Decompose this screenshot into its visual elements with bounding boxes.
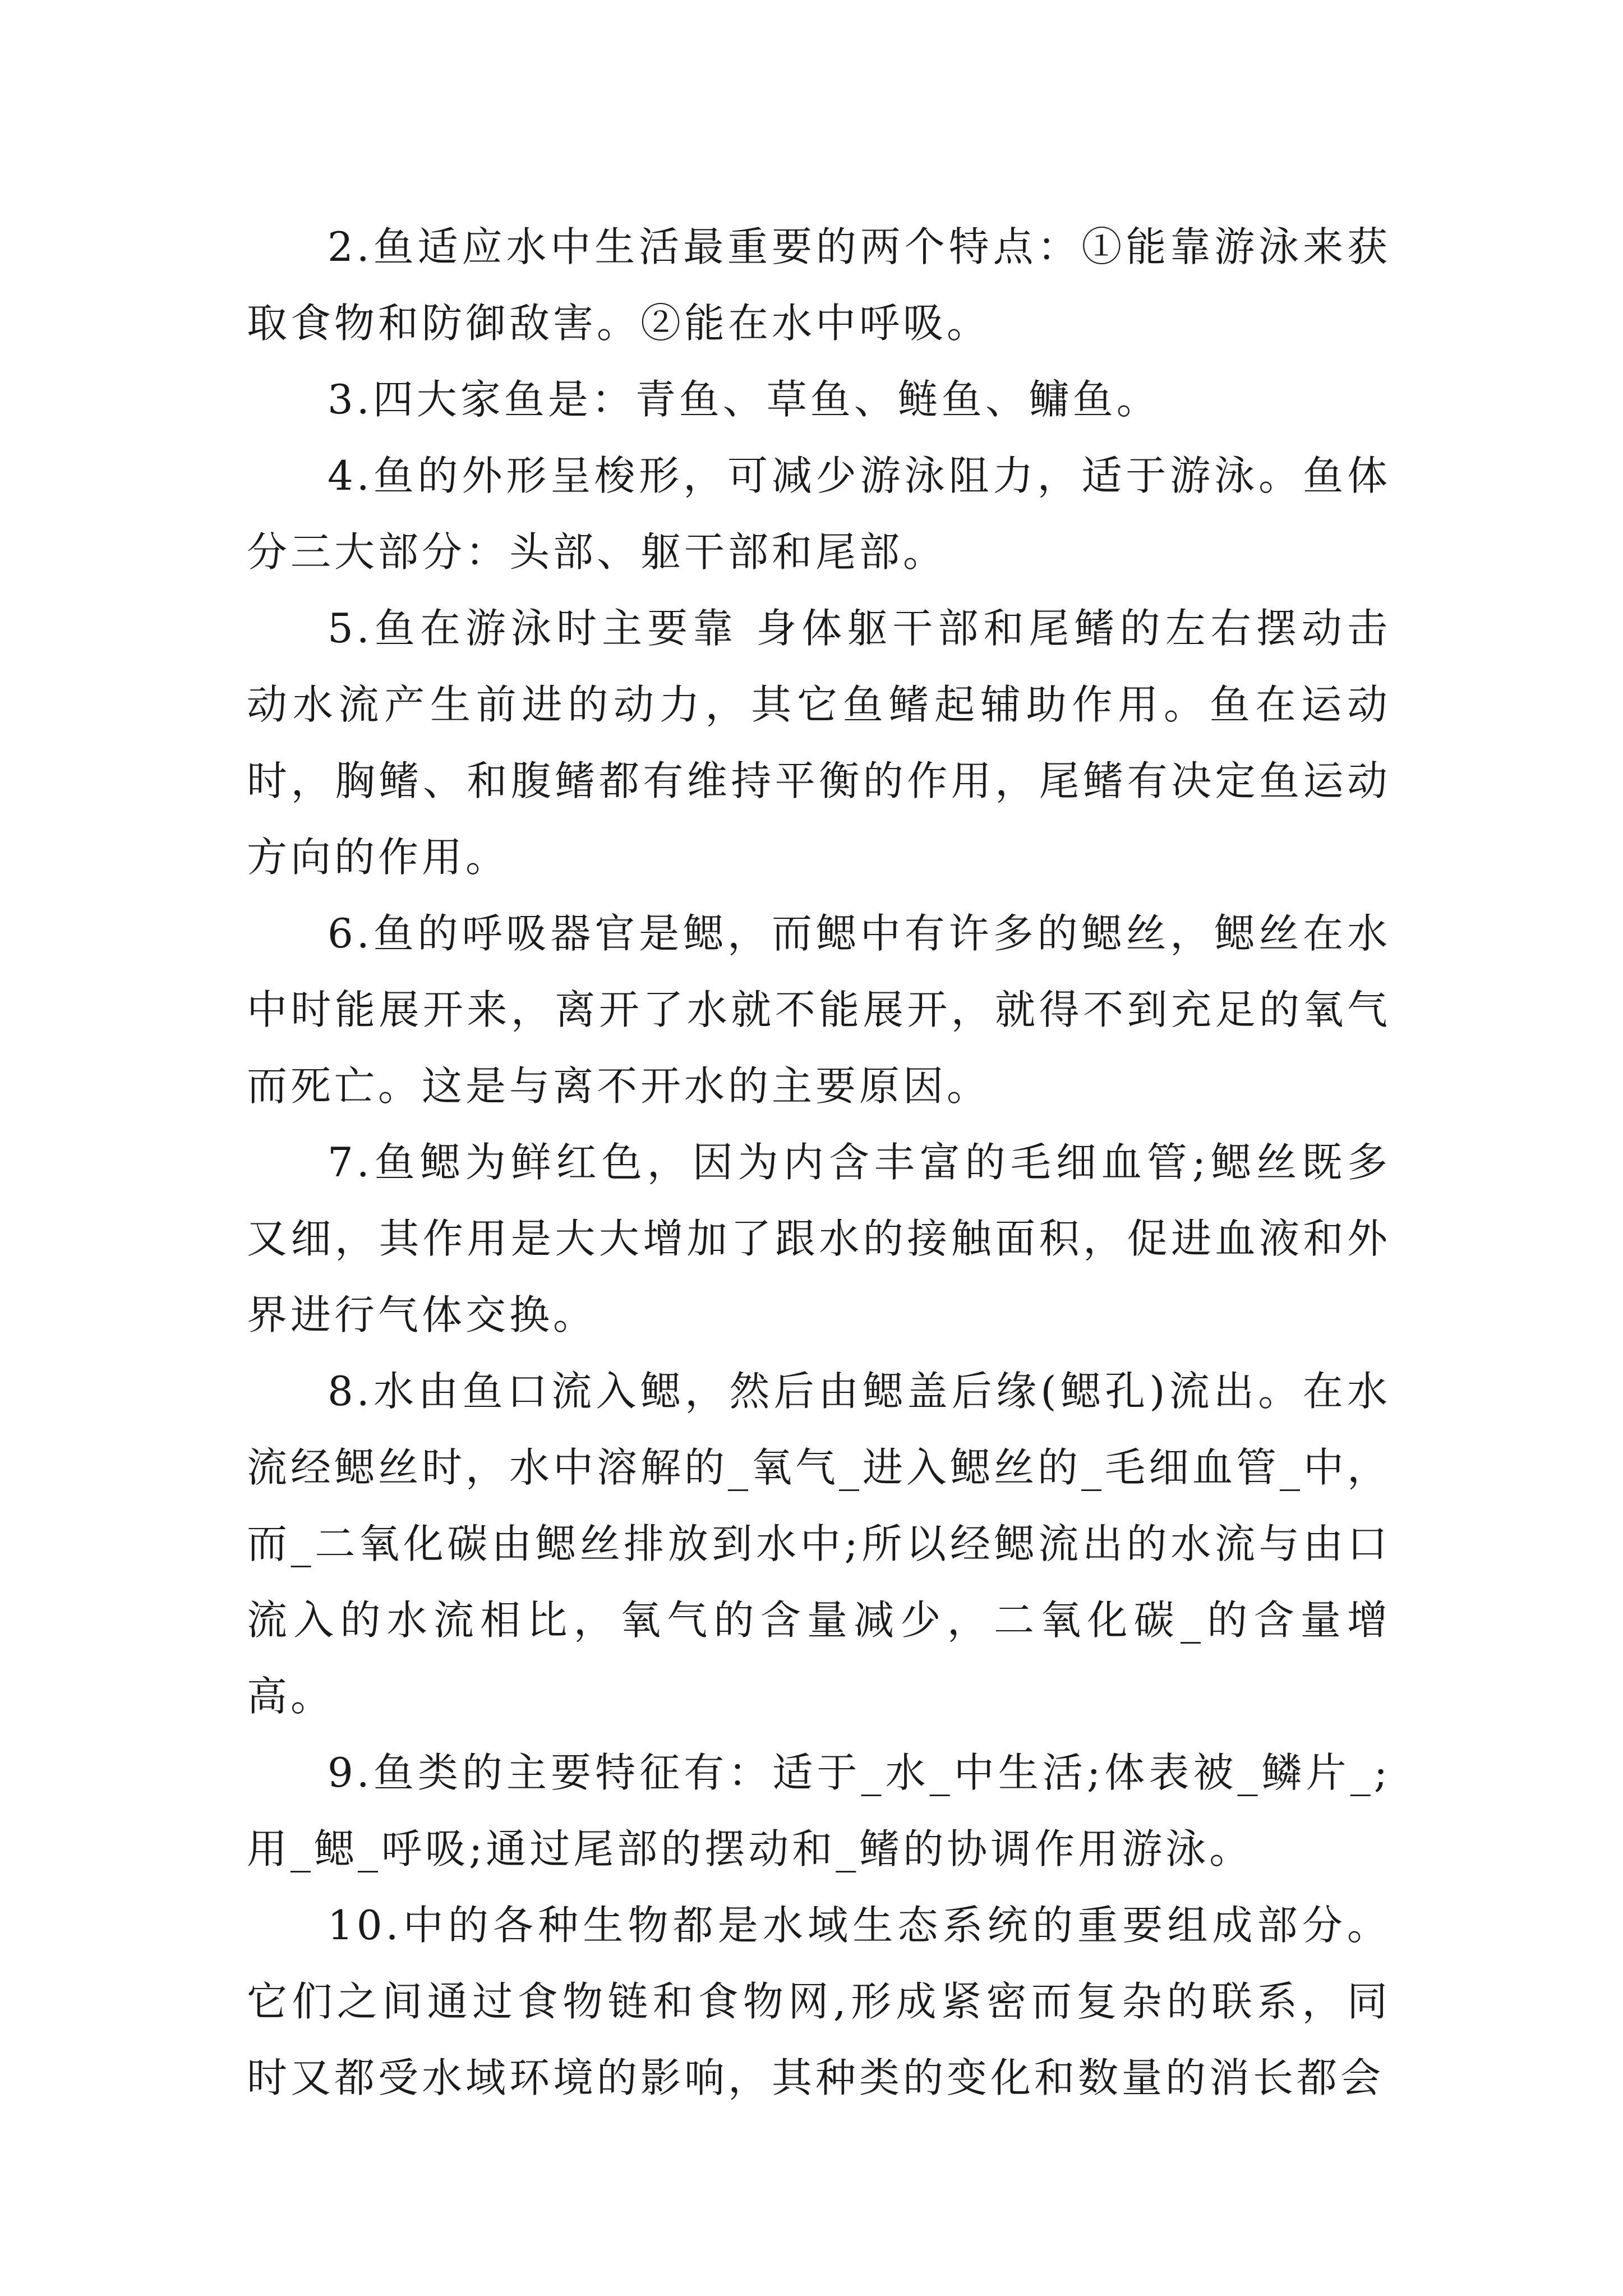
paragraph-7: 7.鱼鳃为鲜红色，因为内含丰富的毛细血管;鳃丝既多又细，其作用是大大增加了跟水的接触面积，促进血液和外界进行气体交换。 [247, 1139, 1391, 1338]
paragraph-10: 10.中的各种生物都是水域生态系统的重要组成部分。它们之间通过食物链和食物网,形成紧密而复杂的联系，同时又都受水域环境的影响，其种类的变化和数量的消长都会 [247, 1902, 1391, 2101]
document-body [247, 209, 1391, 2116]
paragraph-8: 8.水由鱼口流入鳃，然后由鳃盖后缘(鳃孔)流出。在水流经鳃丝时，水中溶解的_氧气_进入鳃丝的_毛细血管_中，而_二氧化碳由鳃丝排放到水中;所以经鳃流出的水流与由口流入的水流相比，氧气的含量减少，二氧化碳_的含量增高。 [247, 1368, 1391, 1720]
paragraph-6: 6.鱼的呼吸器官是鳃，而鳃中有许多的鳃丝，鳃丝在水中时能展开来，离开了水就不能展开，就得不到充足的氧气而死亡。这是与离不开水的主要原因。 [247, 910, 1391, 1110]
paragraph-5: 5.鱼在游泳时主要靠 身体躯干部和尾鳍的左右摆动击动水流产生前进的动力，其它鱼鳍起辅助作用。鱼在运动时，胸鳍、和腹鳍都有维持平衡的作用，尾鳍有决定鱼运动方向的作用。 [247, 605, 1391, 881]
paragraph-2: 2.鱼适应水中生活最重要的两个特点：①能靠游泳来获取食物和防御敌害。②能在水中呼吸。 [247, 223, 1391, 347]
paragraph-4: 4.鱼的外形呈梭形，可减少游泳阻力，适于游泳。鱼体分三大部分：头部、躯干部和尾部。 [247, 452, 1391, 576]
paragraph-9: 9.鱼类的主要特征有：适于_水_中生活;体表被_鳞片_;用_鳃_呼吸;通过尾部的摆动和_鳍的协调作用游泳。 [247, 1749, 1391, 1872]
paragraph-3: 3.四大家鱼是：青鱼、草鱼、鲢鱼、鳙鱼。 [328, 376, 1160, 423]
